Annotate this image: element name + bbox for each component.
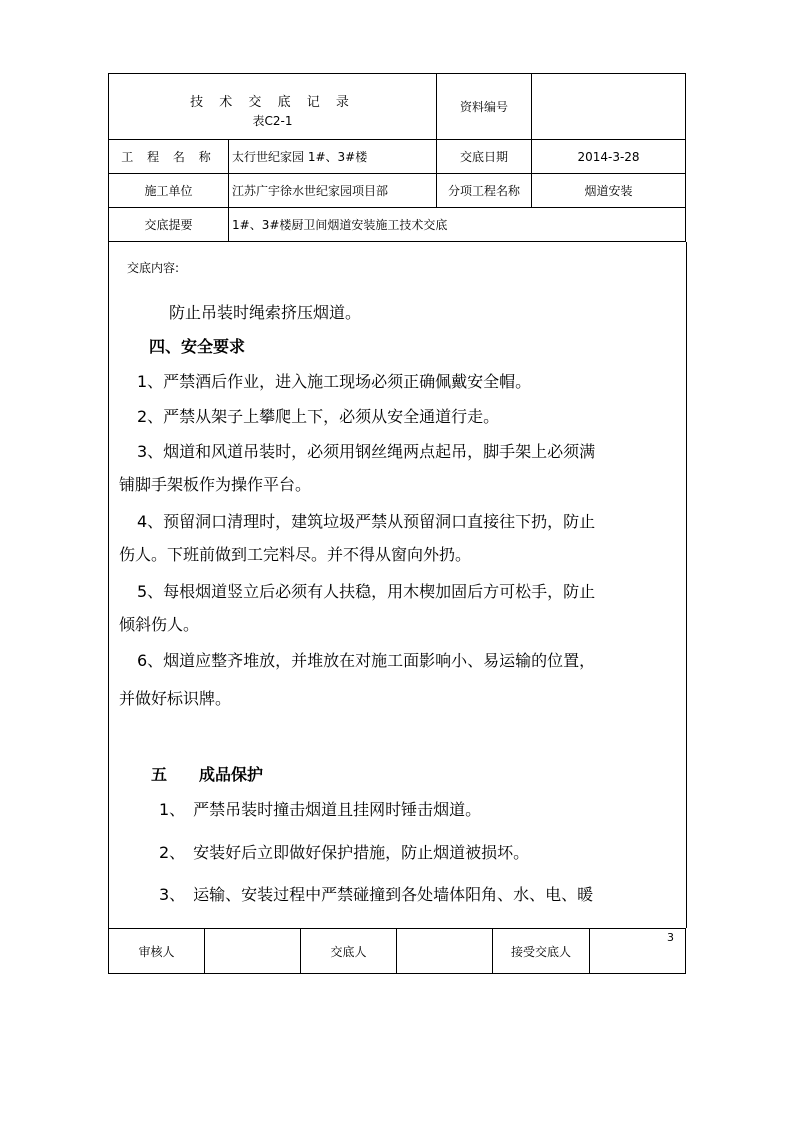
- contractor-label: 施工单位: [109, 174, 229, 208]
- discloser-label: 交底人: [301, 929, 397, 974]
- subitem-label: 分项工程名称: [437, 174, 532, 208]
- page-number: 3: [667, 931, 674, 944]
- title-cell: [109, 74, 437, 140]
- content-line: 防止吊装时绳索挤压烟道。: [169, 303, 362, 322]
- summary-label: 交底提要: [109, 208, 229, 242]
- content-label: 交底内容:: [127, 261, 180, 275]
- content-section: [108, 242, 687, 928]
- date-value: 2014-3-28: [532, 140, 686, 174]
- header-block: [108, 73, 685, 242]
- date-label: 交底日期: [437, 140, 532, 174]
- content-line: 2、严禁从架子上攀爬上下，必须从安全通道行走。: [137, 407, 500, 426]
- section-heading-safety: 四、安全要求: [149, 337, 246, 356]
- section-heading-protection: 五 成品保护: [151, 765, 264, 784]
- content-line: 3、烟道和风道吊装时，必须用钢丝绳两点起吊，脚手架上必须满: [137, 442, 596, 461]
- content-line: 1、 严禁吊装时撞击烟道且挂网时锤击烟道。: [159, 800, 482, 819]
- project-label: 工 程 名 称: [109, 140, 229, 174]
- doc-no-value: [532, 74, 686, 140]
- content-line: 并做好标识牌。: [119, 689, 232, 708]
- content-line: 1、严禁酒后作业，进入施工现场必须正确佩戴安全帽。: [137, 372, 532, 391]
- content-line: 铺脚手架板作为操作平台。: [119, 475, 312, 494]
- content-line: 5、每根烟道竖立后必须有人扶稳，用木楔加固后方可松手，防止: [137, 582, 596, 601]
- content-line: 4、预留洞口清理时，建筑垃圾严禁从预留洞口直接往下扔，防止: [137, 512, 596, 531]
- content-line: 伤人。下班前做到工完料尽。并不得从窗向外扔。: [119, 545, 472, 564]
- discloser-signature: [397, 929, 493, 974]
- document-title: 技 术 交 底 记 录: [190, 94, 355, 110]
- contractor-value: 江苏广宇徐水世纪家园项目部: [229, 174, 437, 208]
- summary-value: 1#、3#楼厨卫间烟道安装施工技术交底: [229, 208, 686, 242]
- subitem-value: 烟道安装: [532, 174, 686, 208]
- doc-no-label: 资料编号: [437, 74, 532, 140]
- project-value: 太行世纪家园 1#、3#楼: [229, 140, 437, 174]
- form-number: 表C2-1: [252, 113, 293, 128]
- content-line: 倾斜伤人。: [119, 615, 200, 634]
- reviewer-signature: [205, 929, 301, 974]
- header-table: [108, 73, 686, 242]
- content-line: 2、 安装好后立即做好保护措施，防止烟道被损坏。: [159, 843, 530, 862]
- signoff-table: [108, 928, 686, 974]
- receiver-label: 接受交底人: [493, 929, 590, 974]
- reviewer-label: 审核人: [109, 929, 205, 974]
- content-line: 6、烟道应整齐堆放，并堆放在对施工面影响小、易运输的位置，: [137, 651, 596, 670]
- content-line: 3、 运输、安装过程中严禁碰撞到各处墙体阳角、水、电、暖: [159, 885, 594, 904]
